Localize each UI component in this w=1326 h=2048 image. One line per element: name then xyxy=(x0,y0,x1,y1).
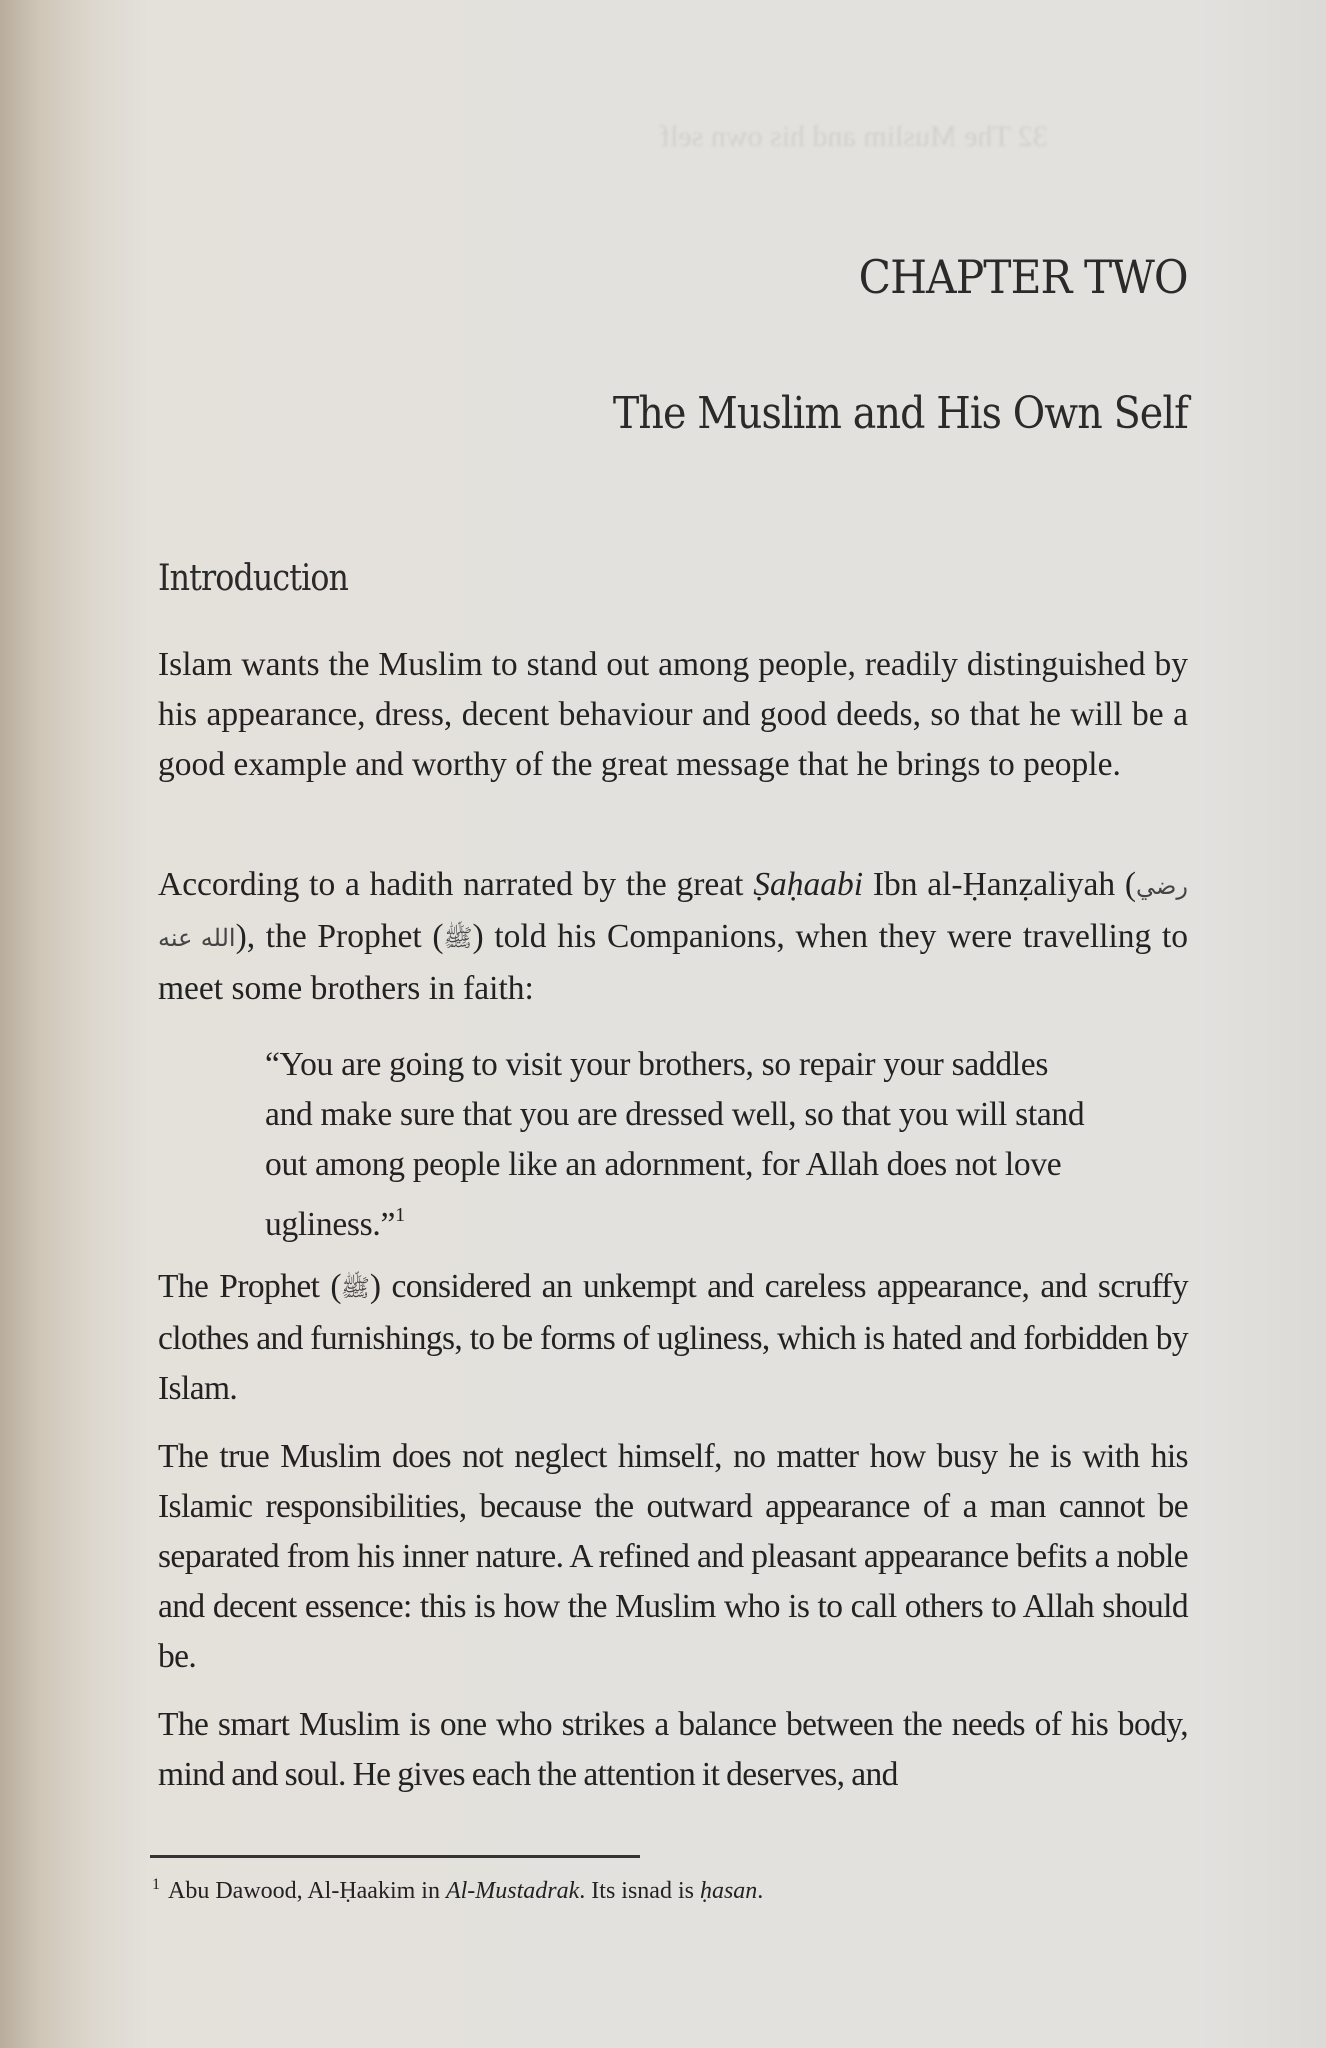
paragraph-1: Islam wants the Muslim to stand out among people, readily distinguished by his appearance, dress, decent behaviour and good deeds, so that he will be a good example and worthy of the great message that he brings to people. xyxy=(158,646,1188,783)
paragraph-4: The true Muslim does not neglect himself, no matter how busy he is with his Islamic responsibilities, because the outward appearance of a man cannot be separated from his inner nature. A refined and pleasant appearance befits a noble and decent essence: this is how the Muslim who is to call others to Allah should be. xyxy=(158,1438,1188,1675)
bleed-through-running-head: 32 The Muslim and his own self xyxy=(660,120,1048,153)
footnote-divider xyxy=(150,1855,640,1858)
prophet-honorific-icon: ﷺ xyxy=(340,1276,370,1302)
paragraph-5: The smart Muslim is one who strikes a balance between the needs of his body, mind and soul. He gives each the attention it deserves, and xyxy=(158,1706,1188,1793)
hadith-quote xyxy=(265,1040,1095,1250)
paragraph-2 xyxy=(158,860,1188,1014)
paragraph-3-text: ) considered an unkempt and careless appearance, and scruffy clothes and furnishings, to be forms of ugliness, which is hated and forbidden by Islam. xyxy=(158,1268,1188,1407)
paragraph-2-text: Ibn al-Ḥanẓaliyah ( xyxy=(863,866,1137,903)
section-heading-introduction: Introduction xyxy=(158,558,349,599)
paragraph-3-text: The Prophet ( xyxy=(158,1268,341,1305)
prophet-honorific-icon: ﷺ xyxy=(443,926,473,952)
footnote-number: 1 xyxy=(152,1876,160,1893)
paragraph-2-text: ), the Prophet ( xyxy=(235,918,444,955)
paragraph-2-text: According to a hadith narrated by the great xyxy=(158,866,754,903)
paragraph-3 xyxy=(158,1262,1188,1414)
hadith-quote-text: “You are going to visit your brothers, so repair your saddles and make sure that you are dressed well, so that you will stand out among people like an adornment, for Allah does not love ugliness.” xyxy=(265,1046,1085,1243)
footnote-1 xyxy=(152,1876,763,1905)
paragraph-2-text: ) told his Companions, when they were travelling to meet some brothers in faith: xyxy=(158,918,1189,1007)
footnote-source-title: Al-Mustadrak xyxy=(445,1878,580,1904)
companion-honorific-icon: رضي الله عنه xyxy=(158,874,1189,952)
sahaabi-term: Ṣaḥaabi xyxy=(753,866,864,903)
chapter-title: The Muslim and His Own Self xyxy=(613,388,1188,439)
footnote-text: . xyxy=(757,1878,764,1904)
chapter-label: CHAPTER TWO xyxy=(858,250,1188,304)
footnote-ref[interactable]: 1 xyxy=(395,1204,405,1226)
footnote-text: . Its isnad is xyxy=(579,1878,700,1904)
footnote-grading: ḥasan xyxy=(699,1878,758,1904)
footnote-text: Abu Dawood, Al-Ḥaakim in xyxy=(168,1878,446,1904)
